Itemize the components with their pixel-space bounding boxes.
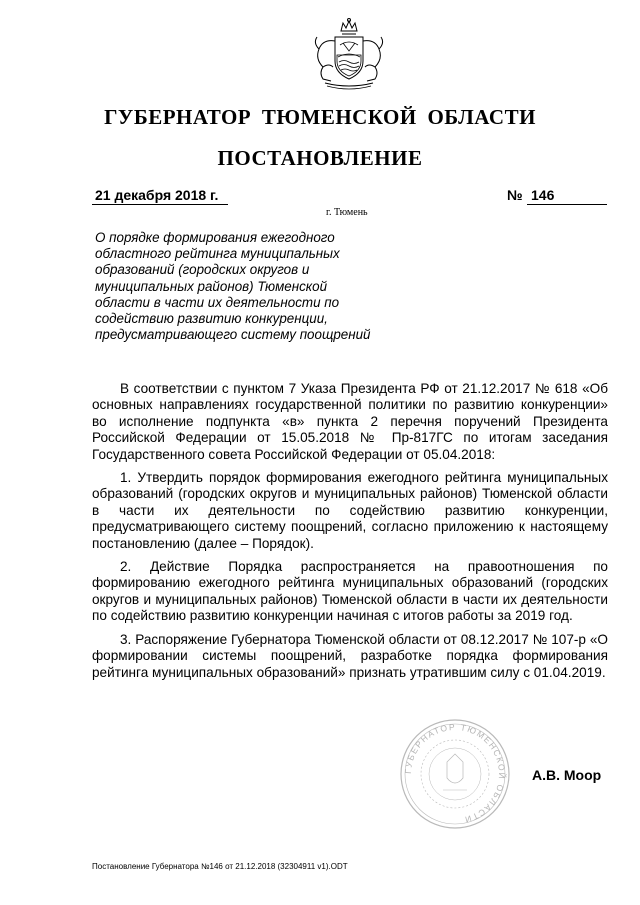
seal-ring-text: ГУБЕРНАТОР ТЮМЕНСКОЙ ОБЛАСТИ xyxy=(402,721,508,826)
subject-line: О порядке формирования ежегодного xyxy=(95,230,335,245)
issue-place: г. Тюмень xyxy=(326,207,368,218)
number-underline xyxy=(527,204,607,205)
subject-line: содействию развитию конкуренции, xyxy=(95,311,328,327)
svg-text:ГУБЕРНАТОР ТЮМЕНСКОЙ ОБЛАСТИ xyxy=(403,722,508,825)
signatory-name: А.В. Моор xyxy=(532,767,602,783)
footer-file-reference: Постановление Губернатора №146 от 21.12.2018 (32304911 v1).ODT xyxy=(92,862,348,871)
document-body xyxy=(92,381,608,688)
issuing-authority-heading: ГУБЕРНАТОР ТЮМЕНСКОЙ ОБЛАСТИ xyxy=(104,105,536,129)
subject-line: муниципальных районов) Тюменской xyxy=(95,278,328,294)
subject-line: областного рейтинга муниципальных xyxy=(95,246,340,262)
subject-line: образований (городских округов и xyxy=(95,262,310,278)
subject-line: предусматривающего систему поощрений xyxy=(95,327,371,343)
document-date: 21 декабря 2018 г. xyxy=(95,187,219,203)
clause-3-paragraph: 3. Распоряжение Губернатора Тюменской области от 08.12.2017 № 107-р «О формировании системы поощрений, разработке порядка формирования рейтинга муниципальных образований» признать утратившим силу с 01.04.2019. xyxy=(92,631,608,680)
preamble-paragraph: В соответствии с пунктом 7 Указа Президента РФ от 21.12.2017 № 618 «Об основных направлениях государственной политики по развитию конкуренции» во исполнение подпункта «в» пункта 2 перечня поручений Президента Российской Федерации от 15.05.2018 № Пр-817ГС по итогам заседания Государственного совета Российской Федерации от 05.04.2018: xyxy=(92,381,608,462)
subject-line: области в части их деятельности по xyxy=(95,294,340,310)
number-label: № xyxy=(507,187,523,203)
clause-1-paragraph: 1. Утвердить порядок формирования ежегодного рейтинга муниципальных образований (городских округов и муниципальных районов) Тюменской области в части их деятельности по содействию развитию конкуренции, предусматривающего систему поощрений, согласно приложению к настоящему постановлению (далее – Порядок). xyxy=(92,470,608,551)
date-underline xyxy=(92,204,228,205)
document-number: 146 xyxy=(531,187,555,203)
document-subject xyxy=(95,230,395,343)
document-type-heading: ПОСТАНОВЛЕНИЕ xyxy=(217,146,423,170)
official-seal-stamp xyxy=(399,718,511,830)
clause-2-paragraph: 2. Действие Порядка распространяется на правоотношения по формированию ежегодного рейтинга муниципальных образований (городских округов и муниципальных районов) Тюменской области в части их деятельности по содействию развитию конкуренции начиная с итогов работы за 2019 год. xyxy=(92,559,608,624)
coat-of-arms-emblem xyxy=(309,17,389,91)
